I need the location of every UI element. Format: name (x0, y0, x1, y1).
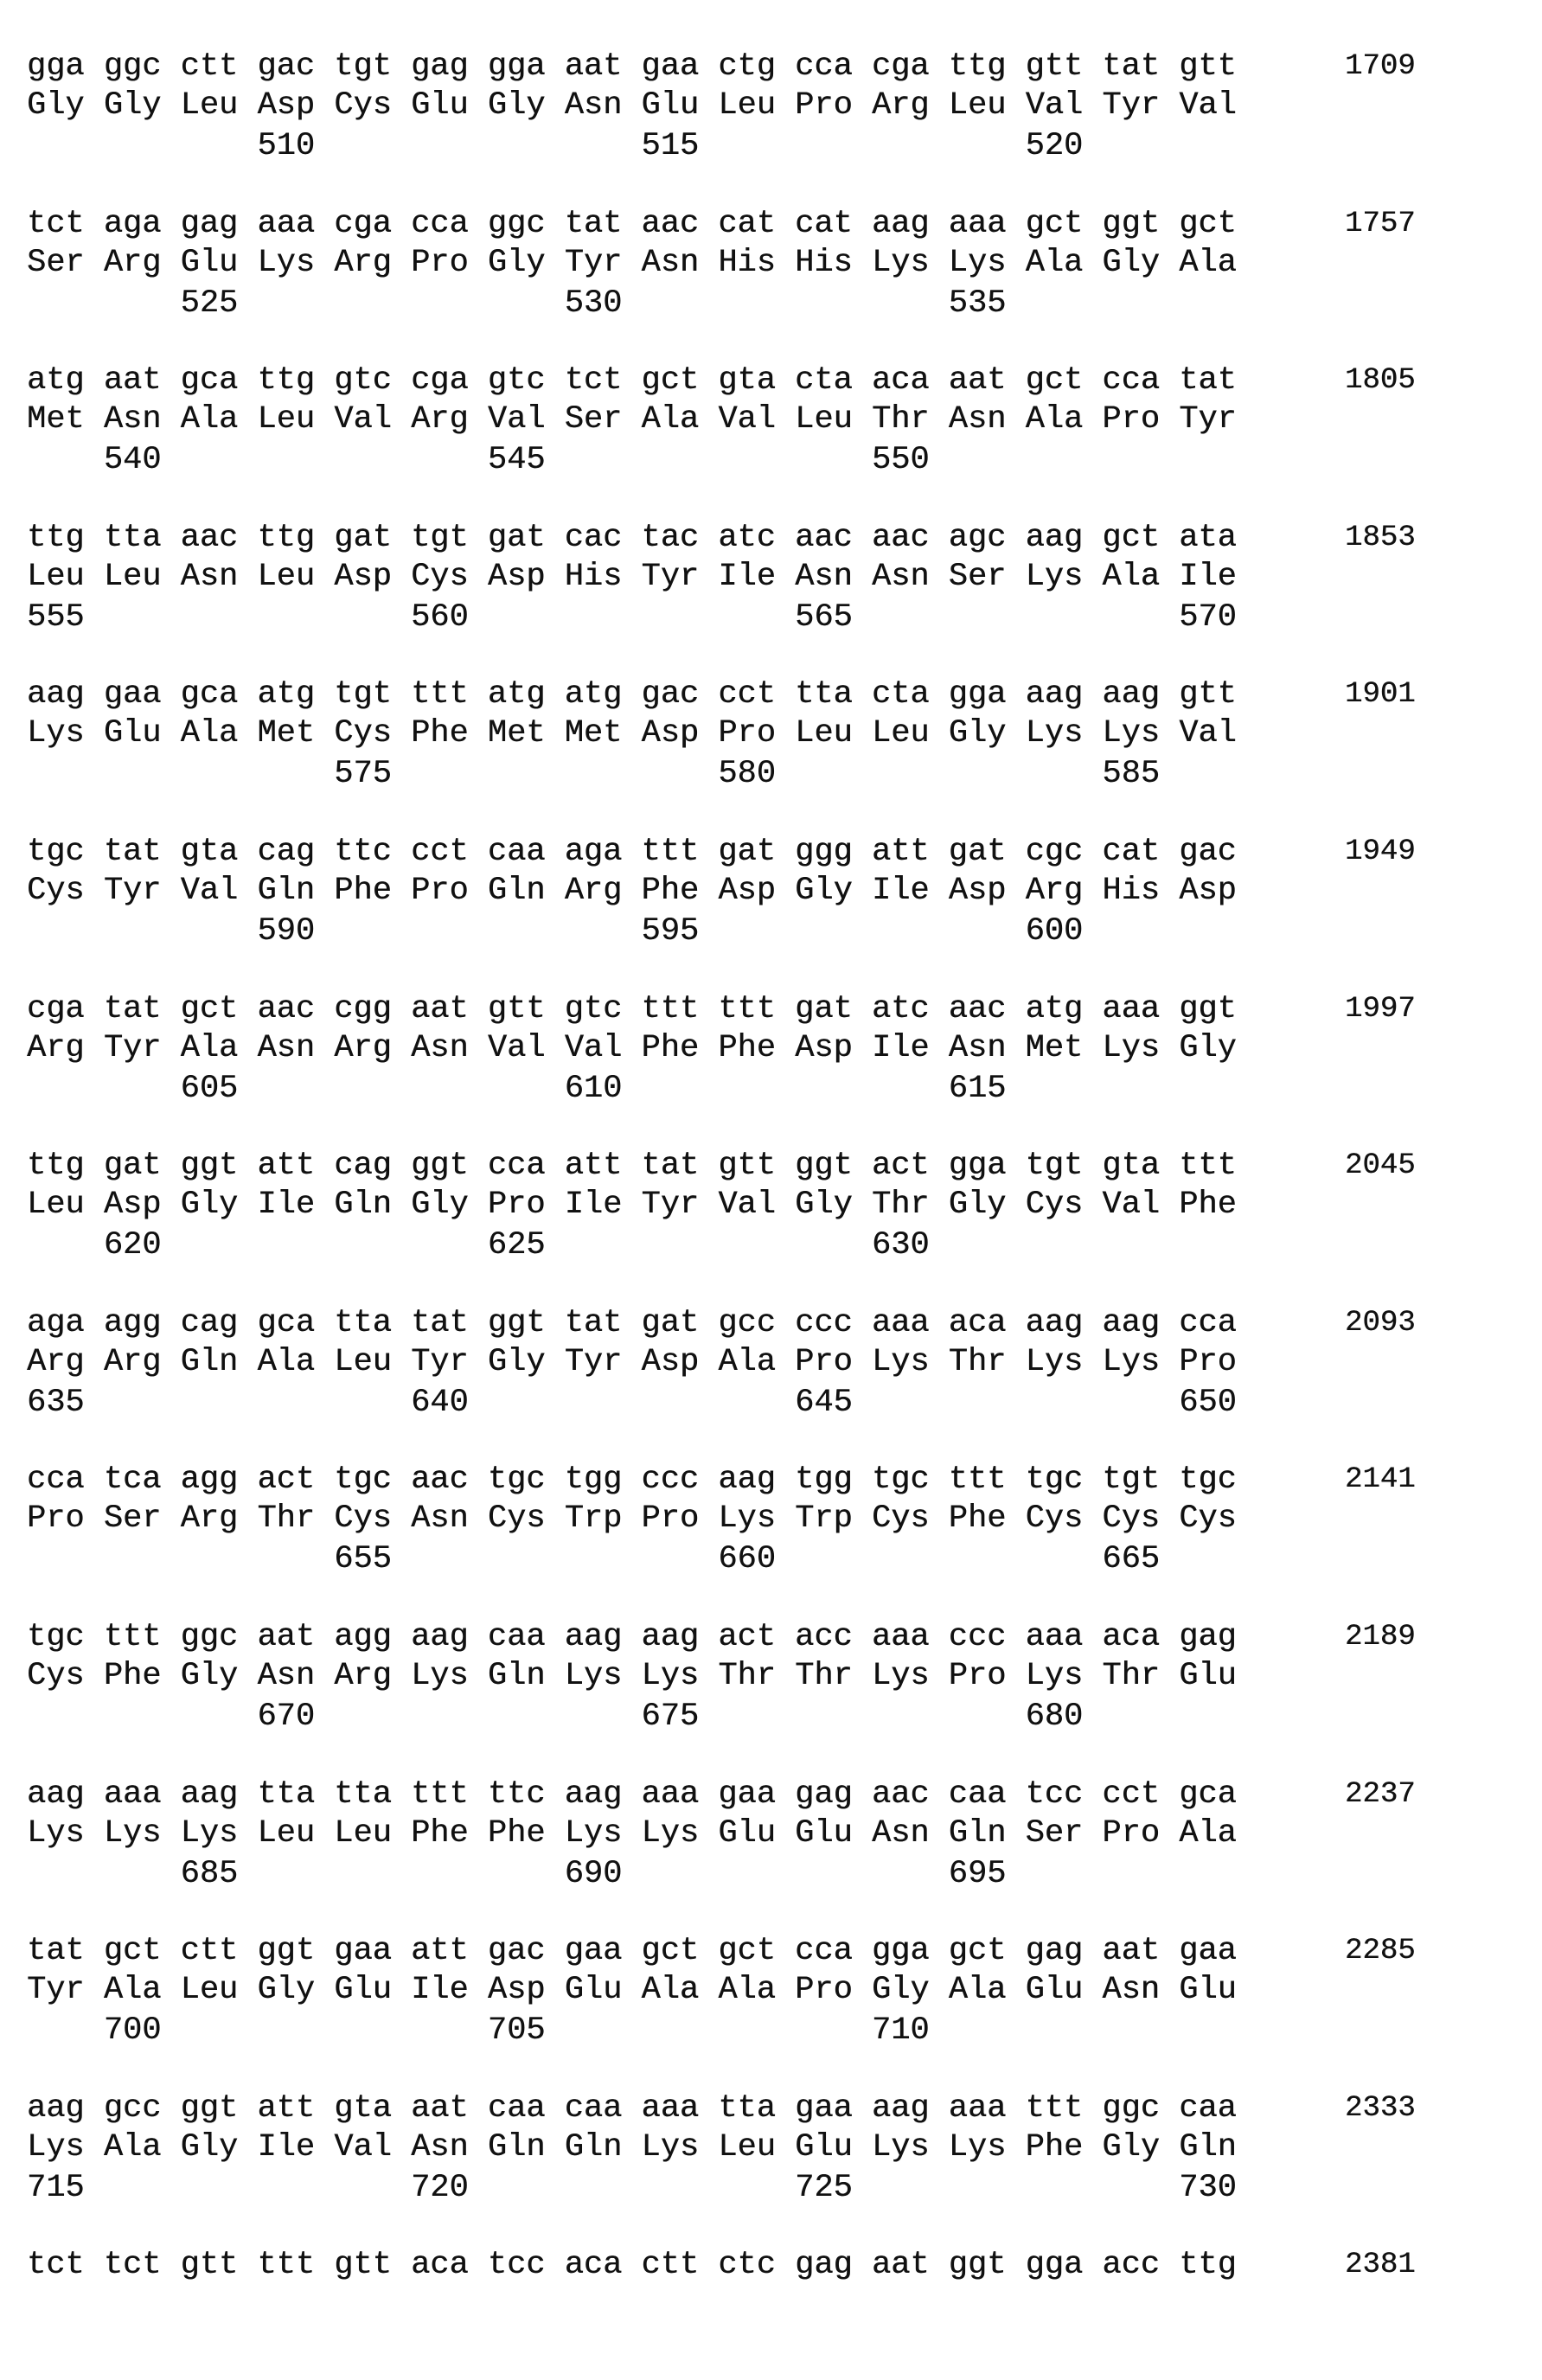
sequence-block (27, 205, 1497, 323)
nucleotide-position: 2237 (1345, 1775, 1416, 1814)
amino-acid-line: Lys Lys Lys Leu Leu Phe Phe Lys Lys Glu Glu Asn Gln Ser Pro Ala (27, 1814, 1497, 1853)
codon-line: ttg gat ggt att cag ggt cca att tat gtt ggt act gga tgt gta ttt (27, 1147, 1497, 1186)
amino-acid-line: Arg Arg Gln Ala Leu Tyr Gly Tyr Asp Ala Pro Lys Thr Lys Lys Pro (27, 1343, 1497, 1382)
residue-number-line: 590 595 600 (27, 912, 1497, 951)
residue-number-line: 635 640 645 650 (27, 1384, 1497, 1423)
nucleotide-position: 2045 (1345, 1147, 1416, 1186)
codon-line: aag gcc ggt att gta aat caa caa aaa tta gaa aag aaa ttt ggc caa (27, 2089, 1497, 2128)
nucleotide-position: 2141 (1345, 1461, 1416, 1500)
sequence-block (27, 1618, 1497, 1737)
amino-acid-line: Cys Tyr Val Gln Phe Pro Gln Arg Phe Asp Gly Ile Asp Arg His Asp (27, 872, 1497, 911)
nucleotide-position: 1757 (1345, 205, 1416, 244)
amino-acid-line: Leu Asp Gly Ile Gln Gly Pro Ile Tyr Val Gly Thr Gly Cys Val Phe (27, 1186, 1497, 1225)
residue-number-line: 670 675 680 (27, 1698, 1497, 1737)
amino-acid-line: Cys Phe Gly Asn Arg Lys Gln Lys Lys Thr Thr Lys Pro Lys Thr Glu (27, 1657, 1497, 1696)
codon-line: cca tca agg act tgc aac tgc tgg ccc aag tgg tgc ttt tgc tgt tgc (27, 1461, 1497, 1500)
amino-acid-line: Leu Leu Asn Leu Asp Cys Asp His Tyr Ile Asn Asn Ser Lys Ala Ile (27, 558, 1497, 597)
residue-number-line: 700 705 710 (27, 2012, 1497, 2051)
amino-acid-line: Lys Ala Gly Ile Val Asn Gln Gln Lys Leu Glu Lys Lys Phe Gly Gln (27, 2128, 1497, 2167)
sequence-block (27, 1461, 1497, 1579)
sequence-block (27, 361, 1497, 480)
codon-line: tat gct ctt ggt gaa att gac gaa gct gct cca gga gct gag aat gaa (27, 1932, 1497, 1971)
residue-number-line: 510 515 520 (27, 127, 1497, 166)
codon-line: aag aaa aag tta tta ttt ttc aag aaa gaa gag aac caa tcc cct gca (27, 1775, 1497, 1814)
nucleotide-position: 1997 (1345, 990, 1416, 1029)
residue-number-line: 540 545 550 (27, 441, 1497, 480)
nucleotide-position: 2381 (1345, 2246, 1416, 2285)
nucleotide-position: 2189 (1345, 1618, 1416, 1657)
residue-number-line: 555 560 565 570 (27, 598, 1497, 637)
sequence-block (27, 48, 1497, 166)
residue-number-line: 525 530 535 (27, 285, 1497, 323)
nucleotide-position: 2333 (1345, 2089, 1416, 2128)
amino-acid-line: Met Asn Ala Leu Val Arg Val Ser Ala Val Leu Thr Asn Ala Pro Tyr (27, 400, 1497, 439)
sequence-listing-page (0, 0, 1542, 2380)
sequence-block (27, 2246, 1497, 2285)
amino-acid-line: Tyr Ala Leu Gly Glu Ile Asp Glu Ala Ala Pro Gly Ala Glu Asn Glu (27, 1971, 1497, 2010)
residue-number-line: 620 625 630 (27, 1226, 1497, 1265)
sequence-block (27, 1932, 1497, 2051)
sequence-block (27, 833, 1497, 951)
codon-line: aga agg cag gca tta tat ggt tat gat gcc ccc aaa aca aag aag cca (27, 1304, 1497, 1343)
sequence-block (27, 2089, 1497, 2208)
sequence-block (27, 990, 1497, 1109)
residue-number-line: 575 580 585 (27, 755, 1497, 794)
nucleotide-position: 1949 (1345, 833, 1416, 872)
codon-line: atg aat gca ttg gtc cga gtc tct gct gta cta aca aat gct cca tat (27, 361, 1497, 400)
amino-acid-line: Ser Arg Glu Lys Arg Pro Gly Tyr Asn His His Lys Lys Ala Gly Ala (27, 244, 1497, 283)
codon-line: cga tat gct aac cgg aat gtt gtc ttt ttt gat atc aac atg aaa ggt (27, 990, 1497, 1029)
amino-acid-line: Gly Gly Leu Asp Cys Glu Gly Asn Glu Leu Pro Arg Leu Val Tyr Val (27, 86, 1497, 125)
residue-number-line: 655 660 665 (27, 1540, 1497, 1579)
sequence-block (27, 675, 1497, 794)
nucleotide-position: 1901 (1345, 675, 1416, 714)
codon-line: ttg tta aac ttg gat tgt gat cac tac atc aac aac agc aag gct ata (27, 519, 1497, 558)
residue-number-line: 605 610 615 (27, 1070, 1497, 1109)
residue-number-line: 685 690 695 (27, 1855, 1497, 1894)
codon-line: gga ggc ctt gac tgt gag gga aat gaa ctg cca cga ttg gtt tat gtt (27, 48, 1497, 86)
sequence-block (27, 1304, 1497, 1423)
amino-acid-line: Arg Tyr Ala Asn Arg Asn Val Val Phe Phe Asp Ile Asn Met Lys Gly (27, 1029, 1497, 1068)
nucleotide-position: 1853 (1345, 519, 1416, 558)
nucleotide-position: 2285 (1345, 1932, 1416, 1971)
codon-line: tct aga gag aaa cga cca ggc tat aac cat cat aag aaa gct ggt gct (27, 205, 1497, 244)
amino-acid-line: Pro Ser Arg Thr Cys Asn Cys Trp Pro Lys Trp Cys Phe Cys Cys Cys (27, 1500, 1497, 1539)
codon-line: aag gaa gca atg tgt ttt atg atg gac cct tta cta gga aag aag gtt (27, 675, 1497, 714)
residue-number-line: 715 720 725 730 (27, 2169, 1497, 2208)
nucleotide-position: 1805 (1345, 361, 1416, 400)
codon-line: tgc ttt ggc aat agg aag caa aag aag act acc aaa ccc aaa aca gag (27, 1618, 1497, 1657)
sequence-block (27, 1147, 1497, 1265)
sequence-block (27, 1775, 1497, 1894)
nucleotide-position: 2093 (1345, 1304, 1416, 1343)
amino-acid-line: Lys Glu Ala Met Cys Phe Met Met Asp Pro Leu Leu Gly Lys Lys Val (27, 714, 1497, 753)
nucleotide-position: 1709 (1345, 48, 1416, 86)
codon-line: tct tct gtt ttt gtt aca tcc aca ctt ctc gag aat ggt gga acc ttg (27, 2246, 1497, 2285)
sequence-block (27, 519, 1497, 637)
codon-line: tgc tat gta cag ttc cct caa aga ttt gat ggg att gat cgc cat gac (27, 833, 1497, 872)
